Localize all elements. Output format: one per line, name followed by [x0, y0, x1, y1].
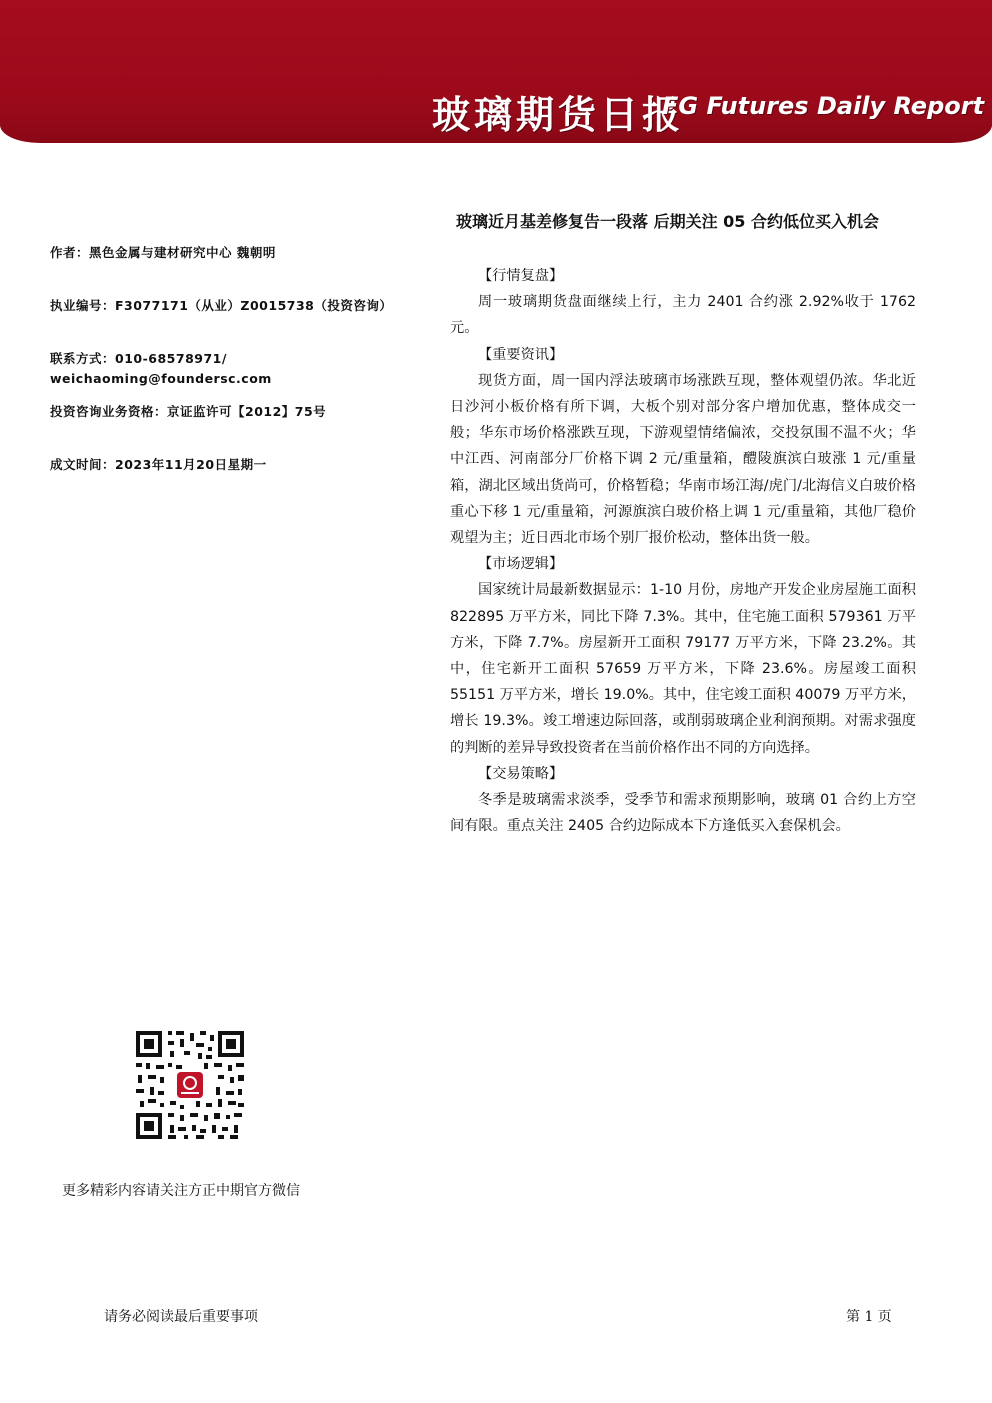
page-number: 第 1 页 — [846, 1309, 892, 1325]
article-title: 玻璃近月基差修复告一段落 后期关注 05 合约低位买入机会 — [456, 212, 879, 231]
section-heading-news: 【重要资讯】 — [478, 346, 564, 363]
strategy-paragraph: 冬季是玻璃需求淡季，受季节和需求预期影响，玻璃 01 合约上方空间有限。重点关注 2405 合约边际成本下方逢低买入套保机会。 — [450, 792, 916, 835]
news-paragraph: 现货方面，周一国内浮法玻璃市场涨跌互现，整体观望仍浓。华北近日沙河小板价格有所下调，大板个别对部分客户增加优惠，整体成交一般；华东市场价格涨跌互现，下游观望情绪偏浓，交投氛围不温不火；华中江西、河南部分厂价格下调 2 元/重量箱，醴陵旗滨白玻涨 1 元/重量箱，湖北区域出货尚可，价格暂稳；华南市场江海/虎门/北海信义白玻价格重心下移 1 元/重量箱，河源旗滨白玻价格上调 1 元/重量箱，其他厂稳价观望为主；近日西北市场个别厂报价松动，整体出货一般。 — [450, 372, 916, 547]
logic-paragraph: 国家统计局最新数据显示：1-10 月份，房地产开发企业房屋施工面积 822895 万平方米，同比下降 7.3%。其中，住宅施工面积 579361 万平方米，下降 7.7%。房屋新开工面积 79177 万平方米，下降 23.2%。其中，住宅新开工面积 57659 万平方米，下降 23.6%。房屋竣工面积 55151 万平方米，增长 19.0%。其中，住宅竣工面积 40079 万平方米，增长 19.3%。竣工增速边际回落，或削弱玻璃企业利润预期。对需求强度的判断的差异导致投资者在当前价格作出不同的方向选择。 — [450, 582, 916, 756]
report-title-en: FG Futures Daily Report — [662, 92, 985, 120]
footer-notice: 请务必阅读最后重要事项 — [104, 1309, 258, 1325]
market-review-paragraph: 周一玻璃期货盘面继续上行，主力 2401 合约涨 2.92%收于 1762 元。 — [450, 294, 916, 337]
report-title-cn: 玻璃期货日报 — [432, 92, 685, 137]
wechat-qr-code — [134, 1029, 246, 1141]
header-banner — [0, 0, 992, 143]
section-heading-logic: 【市场逻辑】 — [478, 556, 564, 573]
section-heading-market-review: 【行情复盘】 — [478, 268, 564, 284]
report-body — [450, 263, 916, 839]
date-line: 成文时间：2023年11月20日星期一 — [50, 457, 267, 472]
license-line: 执业编号：F3077171（从业）Z0015738（投资咨询） — [50, 298, 393, 313]
contact-line: 联系方式：010-68578971/ weichaoming@foundersc.com — [50, 351, 272, 386]
section-heading-strategy: 【交易策略】 — [478, 765, 564, 782]
author-info — [50, 243, 430, 508]
qualification-line: 投资咨询业务资格：京证监许可【2012】75号 — [50, 404, 327, 419]
author-line: 作者：黑色金属与建材研究中心 魏朝明 — [50, 245, 276, 260]
qr-caption: 更多精彩内容请关注方正中期官方微信 — [62, 1183, 300, 1199]
qr-code-image — [134, 1029, 246, 1141]
